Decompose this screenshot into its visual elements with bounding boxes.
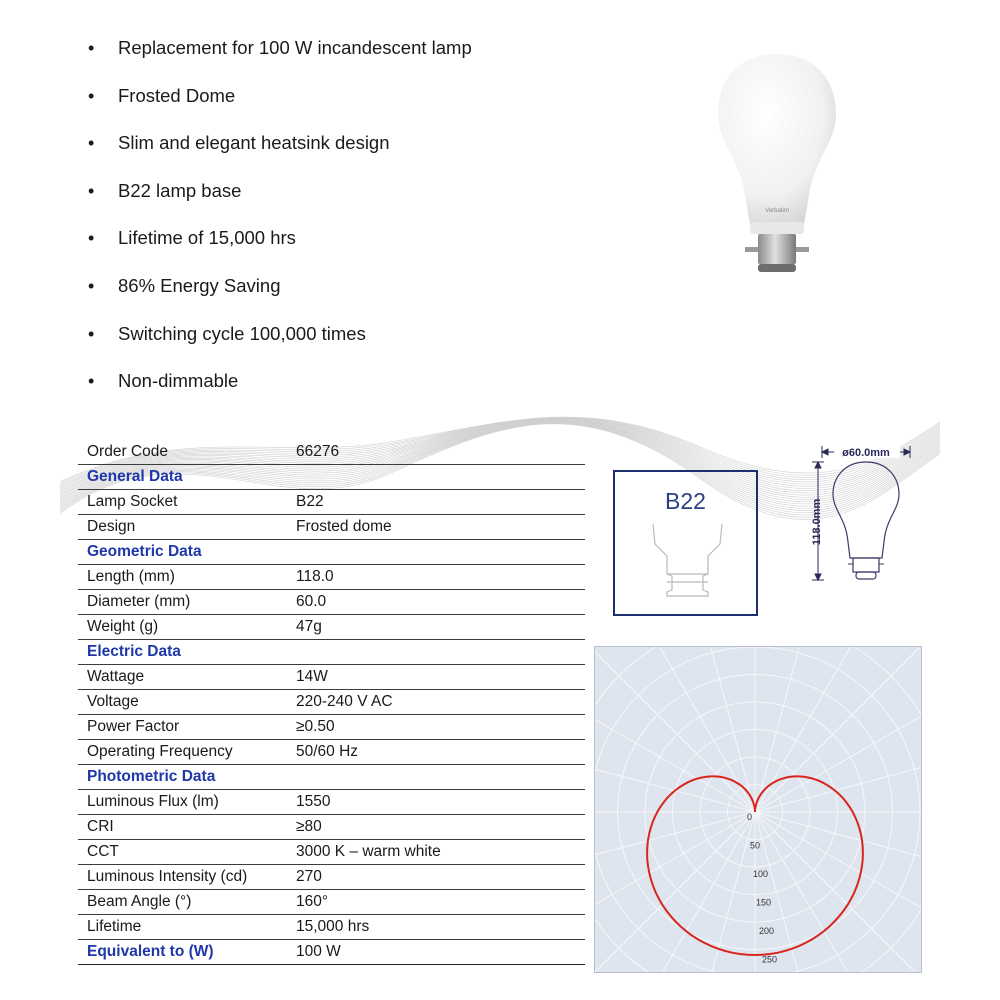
spec-table xyxy=(78,440,585,965)
table-row: Luminous Intensity (cd) 270 xyxy=(78,865,585,890)
table-row: Weight (g) 47g xyxy=(78,615,585,640)
bulb-brand: Verbatim xyxy=(765,208,789,214)
table-row: CCT 3000 K – warm white xyxy=(78,840,585,865)
table-row: Lamp Socket B22 xyxy=(78,490,585,515)
feature-item: • Frosted Dome xyxy=(88,78,472,126)
table-row: Diameter (mm) 60.0 xyxy=(78,590,585,615)
radial-label: 200 xyxy=(759,926,775,936)
table-row: Voltage 220-240 V AC xyxy=(78,690,585,715)
table-row: Wattage 14W xyxy=(78,665,585,690)
table-row: Order Code 66276 xyxy=(78,440,585,465)
radial-label: 50 xyxy=(750,840,761,851)
dimension-drawing xyxy=(800,440,925,585)
feature-list xyxy=(88,30,472,411)
bulb-photo xyxy=(712,52,842,282)
section-header-electric: Electric Data xyxy=(78,640,585,665)
table-row: Length (mm) 118.0 xyxy=(78,565,585,590)
feature-item: • Non-dimmable xyxy=(88,363,472,411)
feature-item: • Replacement for 100 W incandescent lamp xyxy=(88,30,472,78)
socket-diagram xyxy=(613,470,758,616)
feature-item: • Slim and elegant heatsink design xyxy=(88,125,472,173)
polar-diagram xyxy=(594,646,922,973)
radial-label: 150 xyxy=(756,897,772,908)
table-row: Luminous Flux (lm) 1550 xyxy=(78,790,585,815)
table-row: Operating Frequency 50/60 Hz xyxy=(78,740,585,765)
section-header-geometric: Geometric Data xyxy=(78,540,585,565)
socket-outline xyxy=(615,472,760,618)
radial-label: 250 xyxy=(762,954,778,965)
section-header-equivalent: Equivalent to (W) 100 W xyxy=(78,940,585,965)
table-row: CRI ≥80 xyxy=(78,815,585,840)
table-row: Design Frosted dome xyxy=(78,515,585,540)
table-row: Power Factor ≥0.50 xyxy=(78,715,585,740)
table-row: Lifetime 15,000 hrs xyxy=(78,915,585,940)
feature-item: • Lifetime of 15,000 hrs xyxy=(88,220,472,268)
radial-label: 100 xyxy=(753,869,769,879)
section-header-photometric: Photometric Data xyxy=(78,765,585,790)
diameter-dimension: ø60.0mm xyxy=(842,447,890,459)
socket-label: B22 xyxy=(665,488,706,514)
radial-label: 0 xyxy=(747,812,753,822)
feature-item: • 86% Energy Saving xyxy=(88,268,472,316)
feature-item: • B22 lamp base xyxy=(88,173,472,221)
section-header-general: General Data xyxy=(78,465,585,490)
height-dimension: 118.0mm xyxy=(811,498,823,546)
feature-item: • Switching cycle 100,000 times xyxy=(88,316,472,364)
table-row: Beam Angle (°) 160° xyxy=(78,890,585,915)
